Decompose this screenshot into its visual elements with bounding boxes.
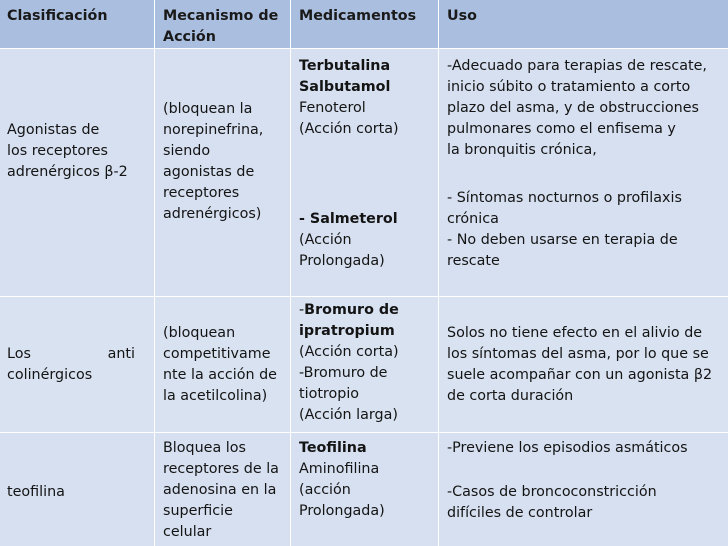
cell-uso-agonistas: -Adecuado para terapias de rescate, inicio súbito o tratamiento a corto plazo del asma, y de obstrucciones pulmonares como el enfisema y la bronquitis crónica, <box>447 58 707 158</box>
grid-line <box>0 296 728 297</box>
header-medicamentos: Medicamentos <box>299 8 417 24</box>
grid-line <box>154 0 155 546</box>
cell-uso-anticolinergicos: Solos no tiene efecto en el alivio de los síntomas del asma, por lo que se suele acompañar con un agonista β2 de corta duración <box>447 325 713 404</box>
cell-mecanismo-teofilina: Bloquea los receptores de la adenosina en la superficie celular <box>163 440 279 540</box>
cell-medicamentos-anticolinergicos: -Bromuro de ipratropium (Acción corta) -Bromuro de tiotropio (Acción larga) <box>299 302 399 423</box>
cell-medicamentos-agonistas-prolongada: - Salmeterol (Acción Prolongada) <box>299 211 398 269</box>
grid-line <box>0 48 728 49</box>
cell-mecanismo-anticolinergicos: (bloquean competitivame nte la acción de la acetilcolina) <box>163 325 277 404</box>
cell-clasificacion-teofilina: teofilina <box>7 484 65 500</box>
cell-uso-agonistas-2: - Síntomas nocturnos o profilaxis crónica - No deben usarse en terapia de rescate <box>447 190 682 269</box>
grid-line <box>438 0 439 546</box>
cell-clasificacion-anticolinergicos: Los anti colinérgicos <box>7 346 135 383</box>
header-uso: Uso <box>447 8 477 24</box>
grid-line <box>0 432 728 433</box>
cell-clasificacion-agonistas: Agonistas de los receptores adrenérgicos β-2 <box>7 122 128 180</box>
cell-uso-teofilina: -Previene los episodios asmáticos <box>447 440 688 456</box>
header-mecanismo: Mecanismo de Acción <box>163 8 279 45</box>
header-clasificacion: Clasificación <box>7 8 108 24</box>
cell-medicamentos-agonistas: Terbutalina Salbutamol Fenoterol (Acción corta) <box>299 58 399 137</box>
cell-medicamentos-teofilina: Teofilina Aminofilina (acción Prolongada) <box>299 440 385 519</box>
grid-line <box>290 0 291 546</box>
cell-mecanismo-agonistas: (bloquean la norepinefrina, siendo agonistas de receptores adrenérgicos) <box>163 101 264 222</box>
cell-uso-teofilina-2: -Casos de broncoconstricción difíciles de controlar <box>447 484 657 521</box>
